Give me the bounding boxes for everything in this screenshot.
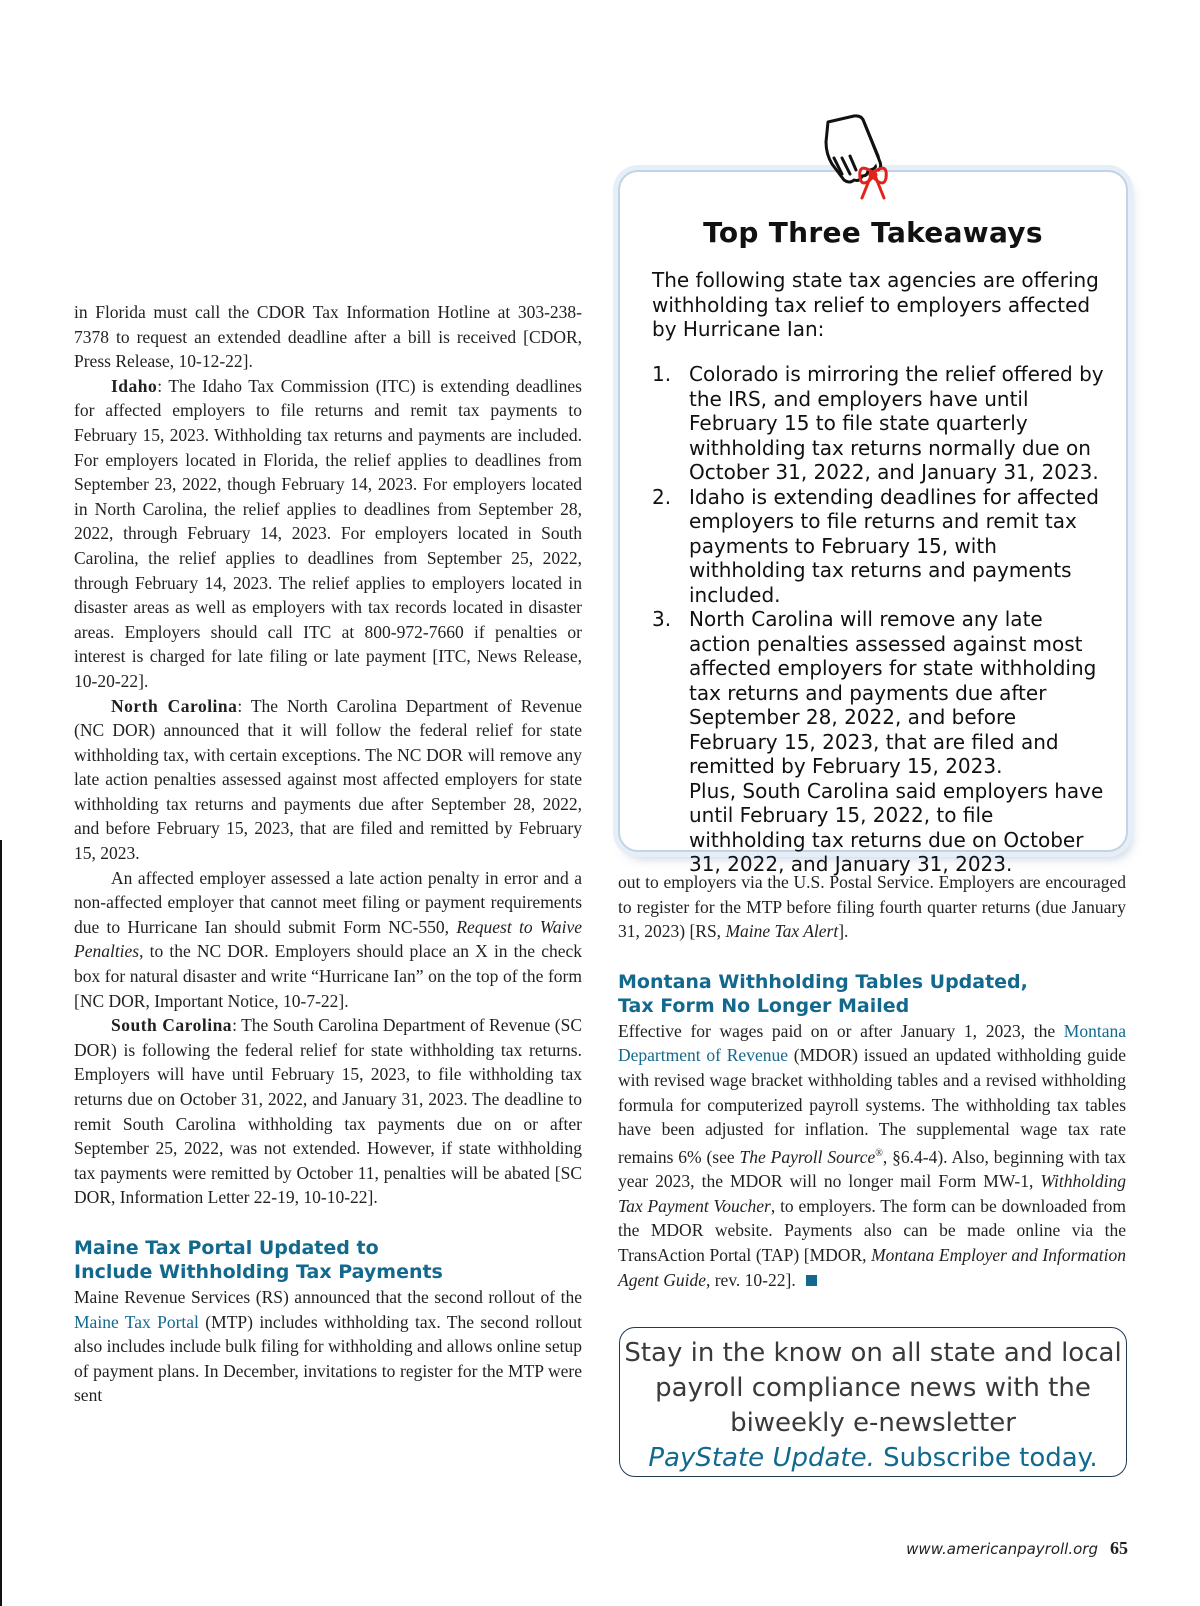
- takeaway-text: Idaho is extending deadlines for affected employers to file returns and remit tax payments to February 15, with withholding tax returns and payments included.: [689, 484, 1099, 607]
- south-carolina-paragraph: [74, 1013, 582, 1210]
- montana-text-3: , §6.4-4). Also, beginning with tax year 2023, the MDOR will no longer mail Form MW-1,: [618, 1146, 1126, 1192]
- subscribe-today-link[interactable]: Subscribe today.: [874, 1443, 1098, 1473]
- maine-cont-text-before: out to employers via the U.S. Postal Service. Employers are encouraged to register for the MTP before filing fourth quarter returns (due January 31, 2023) [RS,: [618, 872, 1126, 942]
- florida-paragraph-end: in Florida must call the CDOR Tax Information Hotline at 303-238-7378 to request an extended deadline after a bill is received [CDOR, Press Release, 10-12-22].: [74, 302, 582, 372]
- takeaway-number: 1.: [652, 362, 672, 386]
- montana-text-1: Effective for wages paid on or after January 1, 2023, the: [618, 1020, 1064, 1041]
- paystate-update-link[interactable]: PayState Update.: [648, 1443, 875, 1473]
- takeaway-text: North Carolina will remove any late action penalties assessed against most affected employers for state withholding tax returns and payments due after September 28, 2022, and before February 15, 2023, that are filed and remitted by February 15, 2023.: [689, 607, 1097, 778]
- maine-paragraph: [74, 1285, 582, 1408]
- takeaway-text: Colorado is mirroring the relief offered by the IRS, and employers have until February 15 to file state quarterly withholding tax returns normally due on October 31, 2022, and January 31, 2023.: [689, 362, 1104, 484]
- takeaway-item: [652, 607, 1106, 877]
- montana-paragraph: [618, 1019, 1126, 1292]
- takeaway-number: 3.: [652, 607, 672, 631]
- maine-heading-line2: Include Withholding Tax Payments: [74, 1261, 443, 1284]
- montana-heading-line2: Tax Form No Longer Mailed: [618, 995, 910, 1018]
- left-column: [74, 300, 582, 1408]
- right-column: [618, 870, 1126, 1292]
- promo-line-1: Stay in the know on all state and local: [624, 1338, 1122, 1368]
- takeaway-number: 2.: [652, 484, 672, 509]
- employer-guide-title: Montana Employer and Information Agent Guide: [618, 1244, 1127, 1290]
- idaho-paragraph: [74, 374, 582, 694]
- nc-550-form-title: Request to Waive Penalties: [74, 916, 582, 962]
- maine-heading-line1: Maine Tax Portal Updated to: [74, 1236, 379, 1259]
- montana-text-2: (MDOR) issued an updated withholding guide with revised wage bracket withholding tables and a revised withholding formula for computerized payroll systems. The withholding tax tables have been adjusted for inflation. The supplemental wage tax rate remains 6% (see: [618, 1045, 1127, 1167]
- takeaways-title: Top Three Takeaways: [703, 216, 1043, 249]
- idaho-lead: Idaho: [111, 375, 158, 396]
- maine-cont-text-after: ].: [838, 921, 849, 942]
- takeaway-plus-note: Plus, South Carolina said employers have until February 15, 2022, to file withholding tax returns due on October 31, 2022, and January 31, 2023.: [689, 778, 1104, 876]
- newsletter-promo-box[interactable]: [619, 1327, 1127, 1477]
- maine-section-heading: [74, 1236, 582, 1285]
- takeaways-list: [652, 362, 1106, 877]
- south-carolina-text: : The South Carolina Department of Revenue (SC DOR) is following the federal relief for state withholding tax returns. Employers will have until February 15, 2023, to file withholding tax returns due on October 31, 2022, and January 31, 2023. The deadline to remit South Carolina withholding tax payments due on or after September 25, 2022, was not extended. However, if state withholding tax payments were remitted by October 11, penalties will be abated [SC DOR, Information Letter 22-19, 10-10-22].: [74, 1015, 582, 1208]
- maine-tax-portal-link[interactable]: Maine Tax Portal: [74, 1311, 199, 1332]
- montana-dor-link[interactable]: Montana Department of Revenue: [618, 1020, 1126, 1066]
- takeaway-item: [652, 485, 1106, 608]
- promo-line-2: payroll compliance news with the: [655, 1373, 1091, 1403]
- nc-penalty-text-before: An affected employer assessed a late action penalty in error and a non-affected employer that cannot meet filing or payment requirements due to Hurricane Ian should submit Form NC-550,: [74, 867, 582, 937]
- montana-heading-line1: Montana Withholding Tables Updated,: [618, 970, 1028, 993]
- payroll-source-title: The Payroll Source: [739, 1146, 876, 1167]
- north-carolina-paragraph: [74, 694, 582, 866]
- montana-text-5: , rev. 10-22].: [705, 1269, 796, 1290]
- promo-line-3: biweekly e-newsletter: [730, 1408, 1016, 1438]
- maine-continued-paragraph: [618, 870, 1126, 944]
- maine-tax-alert-source: Maine Tax Alert: [725, 921, 839, 942]
- south-carolina-lead: South Carolina: [111, 1015, 233, 1036]
- page-footer: [906, 1538, 1128, 1559]
- maine-text-after: (MTP) includes withholding tax. The second rollout also includes include bulk filing for withholding and allows online setup of payment plans. In December, invitations to register for the MTP were sent: [74, 1311, 582, 1406]
- pointing-hand-icon: [820, 112, 910, 204]
- north-carolina-text: : The North Carolina Department of Revenue (NC DOR) announced that it will follow the federal relief for state withholding tax, with certain exceptions. The NC DOR will remove any late action penalties assessed against most affected employers for state withholding tax returns and payments due after September 28, 2022, and before February 15, 2023, that are filed and remitted by February 15, 2023.: [74, 695, 582, 864]
- end-square-icon: [806, 1275, 817, 1286]
- idaho-text: : The Idaho Tax Commission (ITC) is extending deadlines for affected employers to file returns and remit tax payments to February 15, 2023. Withholding tax returns and payments are included. For employers located in Florida, the relief applies to deadlines from September 23, 2022, though February 14, 2023. For employers located in North Carolina, the relief applies to deadlines from September 28, 2022, through February 14, 2023. For employers located in South Carolina, the relief applies to deadlines from September 25, 2022, through February 14, 2023. The relief applies to employers located in disaster areas as well as employers with tax records located in disaster areas. Employers should call ITC at 800-972-7660 if penalties or interest is charged for late filing or late payment [ITC, News Release, 10-20-22].: [74, 375, 582, 691]
- mw1-form-title: Withholding Tax Payment Voucher: [618, 1171, 1126, 1216]
- page-edge-line: [0, 840, 2, 1606]
- takeaway-item: [652, 362, 1106, 485]
- nc-penalty-paragraph: [74, 866, 582, 1014]
- nc-penalty-text-after: , to the NC DOR. Employers should place an X in the check box for natural disaster and write “Hurricane Ian” on the top of the form [NC DOR, Important Notice, 10-7-22].: [74, 941, 582, 1011]
- top-three-takeaways-box: [618, 170, 1128, 876]
- maine-text-before: Maine Revenue Services (RS) announced that the second rollout of the: [74, 1286, 582, 1307]
- page-number: 65: [1110, 1538, 1128, 1558]
- north-carolina-lead: North Carolina: [111, 695, 238, 716]
- montana-text-4: , to employers. The form can be downloaded from the MDOR website. Payments also can be made online via the TransAction Portal (TAP) [MDOR,: [618, 1195, 1126, 1265]
- footer-url[interactable]: www.americanpayroll.org: [906, 1540, 1098, 1558]
- promo-line-4: [620, 1441, 1126, 1476]
- montana-section-heading: [618, 970, 1126, 1019]
- registered-mark: ®: [875, 1147, 883, 1159]
- takeaways-intro: The following state tax agencies are offering withholding tax relief to employers affected by Hurricane Ian:: [652, 268, 1099, 341]
